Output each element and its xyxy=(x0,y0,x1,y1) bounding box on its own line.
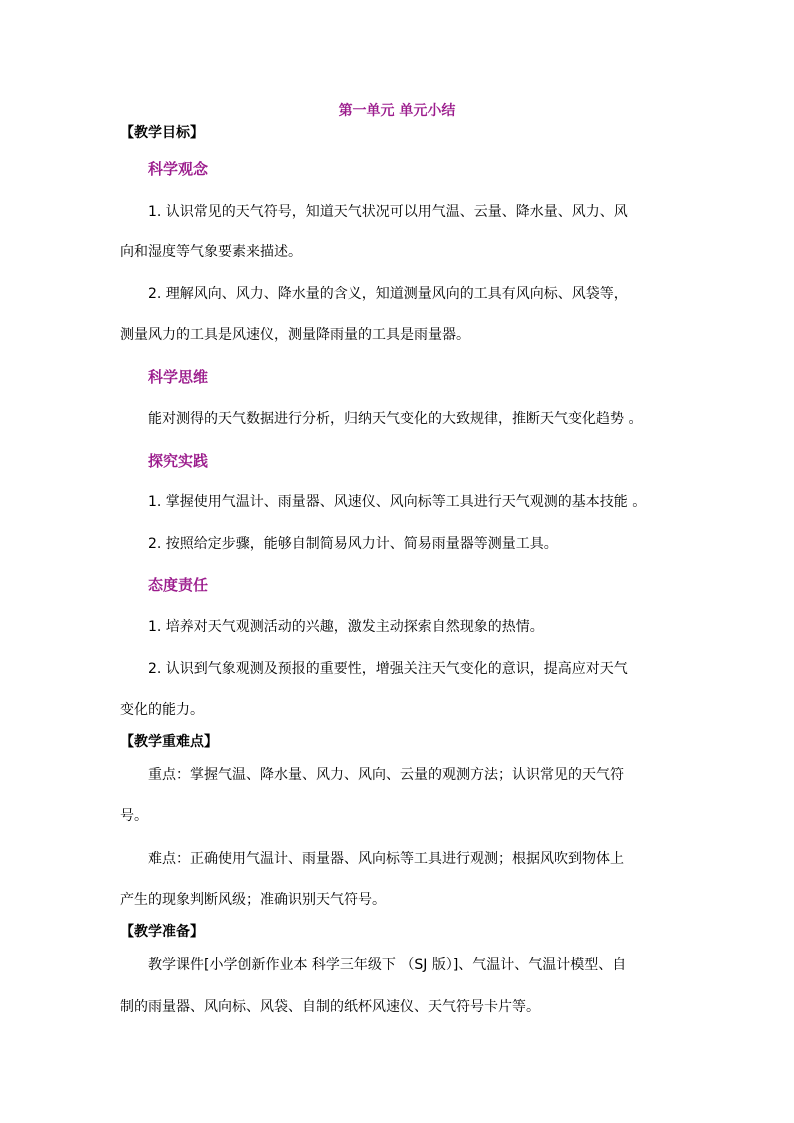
paragraph-line: 重点：掌握气温、降水量、风力、风向、云量的观测方法；认识常见的天气符 xyxy=(148,767,624,783)
section-heading-key-difficult: 【教学重难点】 xyxy=(120,734,218,750)
paragraph-line: 1. 认识常见的天气符号，知道天气状况可以用气温、云量、降水量、风力、风 xyxy=(148,204,628,220)
paragraph-line: 产生的现象判断风级；准确识别天气符号。 xyxy=(120,892,386,908)
subheading-inquiry-practice: 探究实践 xyxy=(148,452,209,470)
paragraph-line: 变化的能力。 xyxy=(120,702,204,718)
paragraph-line: 向和湿度等气象要素来描述。 xyxy=(120,244,302,260)
document-title: 第一单元 单元小结 xyxy=(338,103,456,119)
paragraph-line: 1. 掌握使用气温计、雨量器、风速仪、风向标等工具进行天气观测的基本技能 。 xyxy=(148,494,647,510)
paragraph-line: 难点：正确使用气温计、雨量器、风向标等工具进行观测；根据风吹到物体上 xyxy=(148,851,624,867)
paragraph-line: 2. 按照给定步骤，能够自制简易风力计、简易雨量器等测量工具。 xyxy=(148,536,558,552)
section-heading-preparation: 【教学准备】 xyxy=(120,924,204,940)
subheading-attitude-responsibility: 态度责任 xyxy=(148,576,209,594)
paragraph-line: 教学课件[小学创新作业本 科学三年级下 （SJ 版）]、气温计、气温计模型、自 xyxy=(148,957,627,973)
paragraph-line: 制的雨量器、风向标、风袋、自制的纸杯风速仪、天气符号卡片等。 xyxy=(120,999,540,1015)
paragraph-line: 号。 xyxy=(120,808,148,824)
paragraph-line: 测量风力的工具是风速仪，测量降雨量的工具是雨量器。 xyxy=(120,327,470,343)
paragraph-line: 能对测得的天气数据进行分析，归纳天气变化的大致规律，推断天气变化趋势 。 xyxy=(148,411,643,427)
paragraph-line: 2. 理解风向、风力、降水量的含义，知道测量风向的工具有风向标、风袋等， xyxy=(148,286,628,302)
subheading-science-concept: 科学观念 xyxy=(148,160,209,178)
paragraph-line: 2. 认识到气象观测及预报的重要性，增强关注天气变化的意识，提高应对天气 xyxy=(148,661,628,677)
subheading-science-thinking: 科学思维 xyxy=(148,368,209,386)
section-heading-teaching-goals: 【教学目标】 xyxy=(120,125,204,141)
paragraph-line: 1. 培养对天气观测活动的兴趣，激发主动探索自然现象的热情。 xyxy=(148,619,544,635)
